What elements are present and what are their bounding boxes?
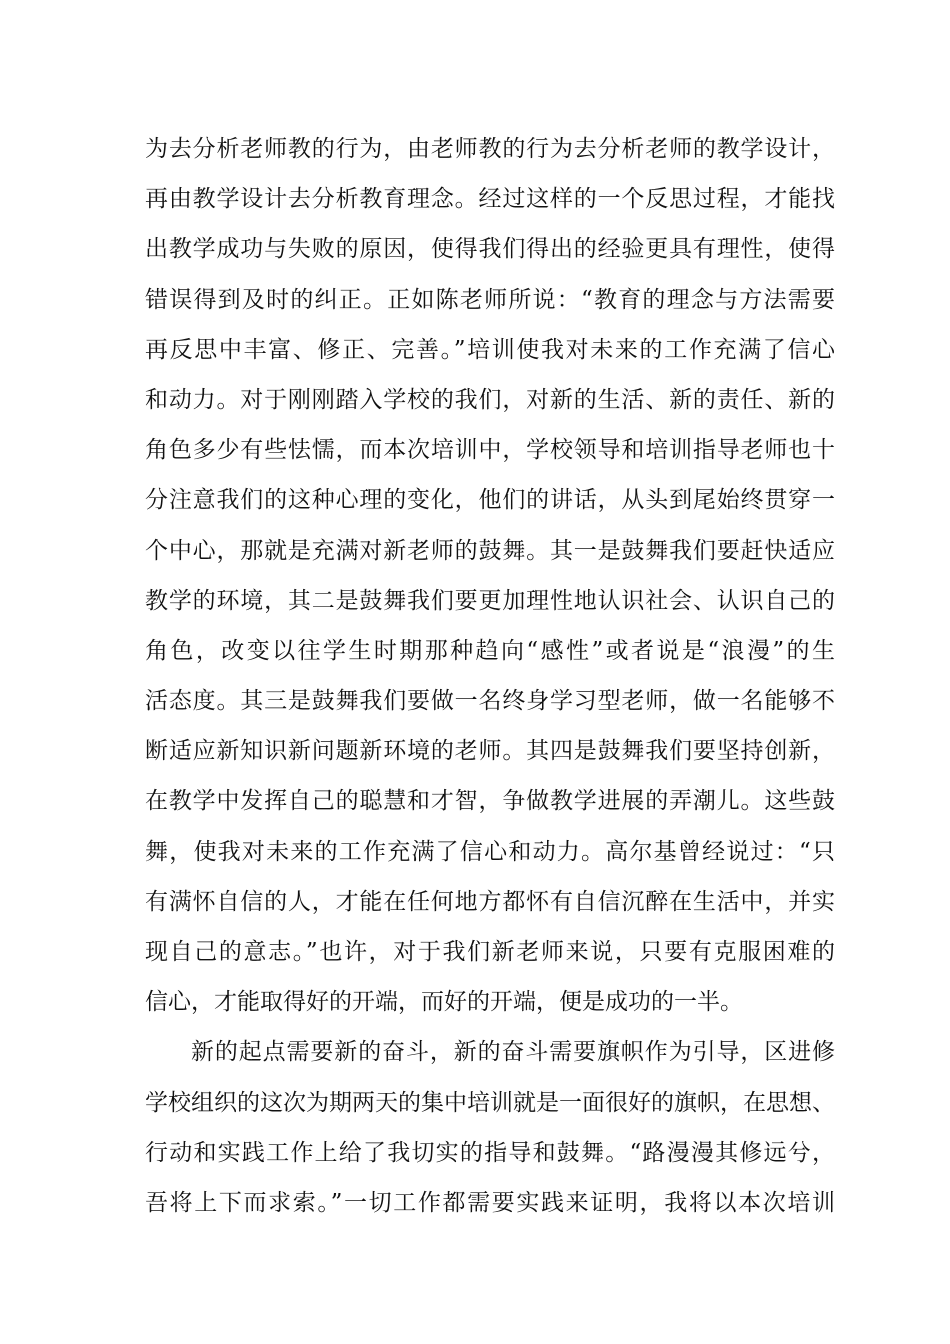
text-line: 错误得到及时的纠正。正如陈老师所说：“教育的理念与方法需要 xyxy=(145,286,835,313)
text-line: 再由教学设计去分析教育理念。经过这样的一个反思过程，才能找 xyxy=(145,186,835,213)
paragraph-1 xyxy=(145,124,835,1027)
text-line: 新的起点需要新的奋斗，新的奋斗需要旗帜作为引导，区进修 xyxy=(191,1039,835,1066)
text-line: 教学的环境，其二是鼓舞我们要更加理性地认识社会、认识自己的 xyxy=(145,587,835,614)
body-text xyxy=(145,124,835,1228)
text-line: 和动力。对于刚刚踏入学校的我们，对新的生活、新的责任、新的 xyxy=(145,386,835,413)
text-line: 现自己的意志。”也许，对于我们新老师来说，只要有克服困难的 xyxy=(145,939,835,965)
text-line: 信心，才能取得好的开端，而好的开端，便是成功的一半。 xyxy=(145,989,743,1016)
text-line: 出教学成功与失败的原因，使得我们得出的经验更具有理性，使得 xyxy=(145,236,835,263)
text-line: 行动和实践工作上给了我切实的指导和鼓舞。“路漫漫其修远兮， xyxy=(145,1139,835,1166)
text-line: 个中心，那就是充满对新老师的鼓舞。其一是鼓舞我们要赶快适应 xyxy=(145,537,835,564)
text-line: 为去分析老师教的行为，由老师教的行为去分析老师的教学设计， xyxy=(145,136,835,162)
text-line: 学校组织的这次为期两天的集中培训就是一面很好的旗帜，在思想、 xyxy=(145,1089,835,1116)
text-line: 活态度。其三是鼓舞我们要做一名终身学习型老师，做一名能够不 xyxy=(145,688,835,715)
text-line: 分注意我们的这种心理的变化，他们的讲话，从头到尾始终贯穿一 xyxy=(145,487,835,514)
text-line: 吾将上下而求索。”一切工作都需要实践来证明，我将以本次培训 xyxy=(145,1189,835,1216)
text-line: 再反思中丰富、修正、完善。”培训使我对未来的工作充满了信心 xyxy=(145,336,835,363)
text-line: 角色，改变以往学生时期那种趋向“感性”或者说是“浪漫”的生 xyxy=(145,637,835,664)
paragraph-2 xyxy=(145,1027,835,1228)
text-line: 断适应新知识新问题新环境的老师。其四是鼓舞我们要坚持创新， xyxy=(145,738,835,765)
text-line: 舞，使我对未来的工作充满了信心和动力。高尔基曾经说过：“只 xyxy=(145,838,835,865)
text-line: 在教学中发挥自己的聪慧和才智，争做教学进展的弄潮儿。这些鼓 xyxy=(145,788,835,815)
text-line: 有满怀自信的人，才能在任何地方都怀有自信沉醉在生活中，并实 xyxy=(145,888,835,915)
text-line: 角色多少有些怯懦，而本次培训中，学校领导和培训指导老师也十 xyxy=(145,437,835,464)
